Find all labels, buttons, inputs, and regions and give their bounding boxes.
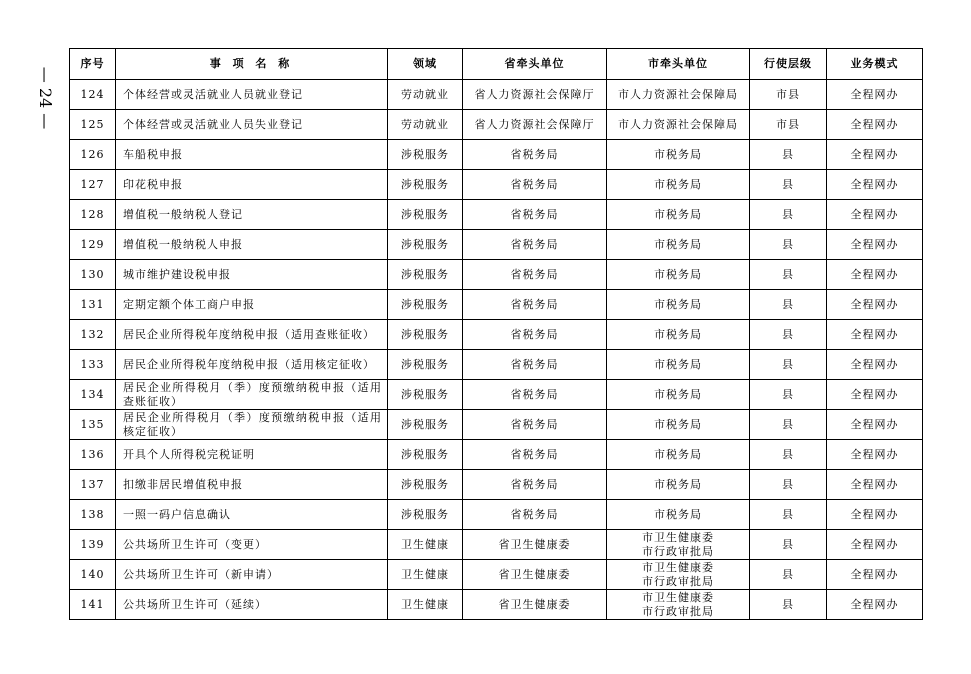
cell-exercise-level: 县 <box>750 590 827 620</box>
cell-item-name: 车船税申报 <box>116 140 388 170</box>
table-row <box>70 560 923 590</box>
cell-city-lead-unit <box>607 140 750 170</box>
cell-city-lead-unit <box>607 560 750 590</box>
cell-serial-number: 125 <box>70 110 116 140</box>
cell-serial-number: 132 <box>70 320 116 350</box>
cell-provincial-lead-unit: 省税务局 <box>463 230 607 260</box>
cell-field: 涉税服务 <box>388 470 463 500</box>
cell-service-mode: 全程网办 <box>827 80 923 110</box>
cell-service-mode: 全程网办 <box>827 380 923 410</box>
cell-city-lead-unit <box>607 380 750 410</box>
cell-service-mode: 全程网办 <box>827 500 923 530</box>
cell-line: 市税务局 <box>654 237 702 251</box>
table-row <box>70 410 923 440</box>
cell-provincial-lead-unit: 省税务局 <box>463 140 607 170</box>
cell-city-lead-unit <box>607 530 750 560</box>
cell-field: 涉税服务 <box>388 290 463 320</box>
cell-service-mode: 全程网办 <box>827 530 923 560</box>
cell-line: 市行政审批局 <box>642 604 714 618</box>
cell-service-mode: 全程网办 <box>827 110 923 140</box>
table-row <box>70 320 923 350</box>
cell-field: 涉税服务 <box>388 320 463 350</box>
cell-line: 市税务局 <box>654 297 702 311</box>
cell-item-name: 印花税申报 <box>116 170 388 200</box>
cell-item-name: 定期定额个体工商户申报 <box>116 290 388 320</box>
cell-city-lead-unit <box>607 260 750 290</box>
header-serial-number: 序号 <box>70 49 116 80</box>
cell-serial-number: 135 <box>70 410 116 440</box>
cell-city-lead-unit <box>607 590 750 620</box>
cell-field: 涉税服务 <box>388 140 463 170</box>
cell-item-name: 居民企业所得税年度纳税申报（适用核定征收） <box>116 350 388 380</box>
cell-provincial-lead-unit: 省税务局 <box>463 290 607 320</box>
cell-line: 市税务局 <box>654 477 702 491</box>
table-row <box>70 470 923 500</box>
cell-serial-number: 124 <box>70 80 116 110</box>
cell-item-name: 公共场所卫生许可（延续） <box>116 590 388 620</box>
table-row <box>70 260 923 290</box>
cell-provincial-lead-unit: 省税务局 <box>463 350 607 380</box>
table-row <box>70 500 923 530</box>
cell-service-mode: 全程网办 <box>827 230 923 260</box>
cell-line: 市税务局 <box>654 267 702 281</box>
cell-service-mode: 全程网办 <box>827 350 923 380</box>
cell-city-lead-unit <box>607 110 750 140</box>
table-row <box>70 170 923 200</box>
cell-provincial-lead-unit: 省税务局 <box>463 440 607 470</box>
header-service-mode: 业务模式 <box>827 49 923 80</box>
cell-serial-number: 141 <box>70 590 116 620</box>
cell-line: 市卫生健康委 <box>642 530 714 544</box>
table-row <box>70 230 923 260</box>
cell-city-lead-unit <box>607 230 750 260</box>
cell-field: 涉税服务 <box>388 500 463 530</box>
cell-service-mode: 全程网办 <box>827 410 923 440</box>
cell-exercise-level: 县 <box>750 350 827 380</box>
cell-service-mode: 全程网办 <box>827 200 923 230</box>
cell-city-lead-unit <box>607 410 750 440</box>
header-city-lead-unit: 市牵头单位 <box>607 49 750 80</box>
cell-item-name: 城市维护建设税申报 <box>116 260 388 290</box>
table-row <box>70 590 923 620</box>
table-row <box>70 530 923 560</box>
cell-provincial-lead-unit: 省税务局 <box>463 170 607 200</box>
cell-city-lead-unit <box>607 320 750 350</box>
cell-exercise-level: 县 <box>750 500 827 530</box>
cell-provincial-lead-unit: 省税务局 <box>463 380 607 410</box>
cell-line: 市卫生健康委 <box>642 590 714 604</box>
cell-exercise-level: 县 <box>750 320 827 350</box>
cell-field: 涉税服务 <box>388 230 463 260</box>
table-row <box>70 140 923 170</box>
cell-provincial-lead-unit: 省税务局 <box>463 410 607 440</box>
cell-line: 市税务局 <box>654 447 702 461</box>
cell-line: 市税务局 <box>654 207 702 221</box>
cell-field: 涉税服务 <box>388 410 463 440</box>
cell-exercise-level: 县 <box>750 140 827 170</box>
cell-provincial-lead-unit: 省卫生健康委 <box>463 590 607 620</box>
cell-service-mode: 全程网办 <box>827 590 923 620</box>
cell-serial-number: 137 <box>70 470 116 500</box>
cell-field: 涉税服务 <box>388 260 463 290</box>
cell-field: 涉税服务 <box>388 350 463 380</box>
cell-exercise-level: 县 <box>750 380 827 410</box>
cell-exercise-level: 县 <box>750 170 827 200</box>
table-row <box>70 80 923 110</box>
cell-field: 卫生健康 <box>388 530 463 560</box>
cell-field: 涉税服务 <box>388 200 463 230</box>
cell-line: 市税务局 <box>654 147 702 161</box>
cell-line: 市行政审批局 <box>642 544 714 558</box>
cell-line: 市税务局 <box>654 177 702 191</box>
cell-service-mode: 全程网办 <box>827 140 923 170</box>
cell-exercise-level: 县 <box>750 200 827 230</box>
table-row <box>70 110 923 140</box>
cell-field: 劳动就业 <box>388 110 463 140</box>
cell-provincial-lead-unit: 省卫生健康委 <box>463 530 607 560</box>
cell-service-mode: 全程网办 <box>827 440 923 470</box>
cell-exercise-level: 县 <box>750 470 827 500</box>
cell-field: 涉税服务 <box>388 170 463 200</box>
items-table <box>69 48 923 620</box>
cell-line: 市税务局 <box>654 507 702 521</box>
cell-exercise-level: 县 <box>750 230 827 260</box>
cell-service-mode: 全程网办 <box>827 320 923 350</box>
cell-line: 市税务局 <box>654 387 702 401</box>
table-row <box>70 350 923 380</box>
cell-line: 市税务局 <box>654 417 702 431</box>
cell-city-lead-unit <box>607 80 750 110</box>
cell-serial-number: 136 <box>70 440 116 470</box>
cell-item-name: 个体经营或灵活就业人员就业登记 <box>116 80 388 110</box>
cell-service-mode: 全程网办 <box>827 260 923 290</box>
cell-provincial-lead-unit: 省税务局 <box>463 320 607 350</box>
cell-line: 市卫生健康委 <box>642 560 714 574</box>
cell-line: 市人力资源社会保障局 <box>618 117 738 131</box>
table-row <box>70 440 923 470</box>
page-number: — 24 — <box>36 66 55 130</box>
cell-serial-number: 133 <box>70 350 116 380</box>
cell-serial-number: 138 <box>70 500 116 530</box>
cell-provincial-lead-unit: 省人力资源社会保障厅 <box>463 80 607 110</box>
cell-item-name: 居民企业所得税年度纳税申报（适用查账征收） <box>116 320 388 350</box>
cell-serial-number: 134 <box>70 380 116 410</box>
header-item-name: 事 项 名 称 <box>116 49 388 80</box>
cell-field: 涉税服务 <box>388 380 463 410</box>
cell-exercise-level: 市县 <box>750 110 827 140</box>
cell-exercise-level: 县 <box>750 440 827 470</box>
cell-city-lead-unit <box>607 500 750 530</box>
cell-exercise-level: 县 <box>750 260 827 290</box>
cell-city-lead-unit <box>607 170 750 200</box>
cell-provincial-lead-unit: 省人力资源社会保障厅 <box>463 110 607 140</box>
cell-exercise-level: 县 <box>750 290 827 320</box>
cell-line: 市人力资源社会保障局 <box>618 87 738 101</box>
cell-city-lead-unit <box>607 470 750 500</box>
cell-serial-number: 127 <box>70 170 116 200</box>
cell-exercise-level: 市县 <box>750 80 827 110</box>
table-header <box>70 49 923 80</box>
cell-serial-number: 126 <box>70 140 116 170</box>
header-row <box>70 49 923 80</box>
header-exercise-level: 行使层级 <box>750 49 827 80</box>
cell-item-name: 个体经营或灵活就业人员失业登记 <box>116 110 388 140</box>
cell-line: 市税务局 <box>654 357 702 371</box>
cell-exercise-level: 县 <box>750 560 827 590</box>
cell-city-lead-unit <box>607 350 750 380</box>
header-provincial-lead-unit: 省牵头单位 <box>463 49 607 80</box>
cell-item-name: 居民企业所得税月（季）度预缴纳税申报（适用查账征收） <box>116 380 388 410</box>
cell-serial-number: 140 <box>70 560 116 590</box>
cell-item-name: 居民企业所得税月（季）度预缴纳税申报（适用核定征收） <box>116 410 388 440</box>
cell-provincial-lead-unit: 省税务局 <box>463 500 607 530</box>
cell-service-mode: 全程网办 <box>827 290 923 320</box>
cell-provincial-lead-unit: 省税务局 <box>463 200 607 230</box>
table-row <box>70 200 923 230</box>
table-row <box>70 290 923 320</box>
table-row <box>70 380 923 410</box>
cell-line: 市行政审批局 <box>642 574 714 588</box>
cell-item-name: 开具个人所得税完税证明 <box>116 440 388 470</box>
cell-item-name: 公共场所卫生许可（新申请） <box>116 560 388 590</box>
cell-serial-number: 129 <box>70 230 116 260</box>
cell-city-lead-unit <box>607 440 750 470</box>
cell-serial-number: 130 <box>70 260 116 290</box>
cell-provincial-lead-unit: 省卫生健康委 <box>463 560 607 590</box>
cell-field: 卫生健康 <box>388 560 463 590</box>
cell-exercise-level: 县 <box>750 530 827 560</box>
cell-serial-number: 139 <box>70 530 116 560</box>
cell-field: 涉税服务 <box>388 440 463 470</box>
cell-city-lead-unit <box>607 290 750 320</box>
cell-serial-number: 131 <box>70 290 116 320</box>
cell-serial-number: 128 <box>70 200 116 230</box>
cell-city-lead-unit <box>607 200 750 230</box>
cell-exercise-level: 县 <box>750 410 827 440</box>
cell-service-mode: 全程网办 <box>827 470 923 500</box>
cell-item-name: 一照一码户信息确认 <box>116 500 388 530</box>
cell-item-name: 公共场所卫生许可（变更） <box>116 530 388 560</box>
cell-service-mode: 全程网办 <box>827 560 923 590</box>
cell-line: 市税务局 <box>654 327 702 341</box>
cell-item-name: 扣缴非居民增值税申报 <box>116 470 388 500</box>
table-body <box>70 80 923 620</box>
cell-field: 卫生健康 <box>388 590 463 620</box>
cell-field: 劳动就业 <box>388 80 463 110</box>
cell-service-mode: 全程网办 <box>827 170 923 200</box>
cell-item-name: 增值税一般纳税人申报 <box>116 230 388 260</box>
cell-provincial-lead-unit: 省税务局 <box>463 470 607 500</box>
cell-item-name: 增值税一般纳税人登记 <box>116 200 388 230</box>
header-field: 领域 <box>388 49 463 80</box>
cell-provincial-lead-unit: 省税务局 <box>463 260 607 290</box>
